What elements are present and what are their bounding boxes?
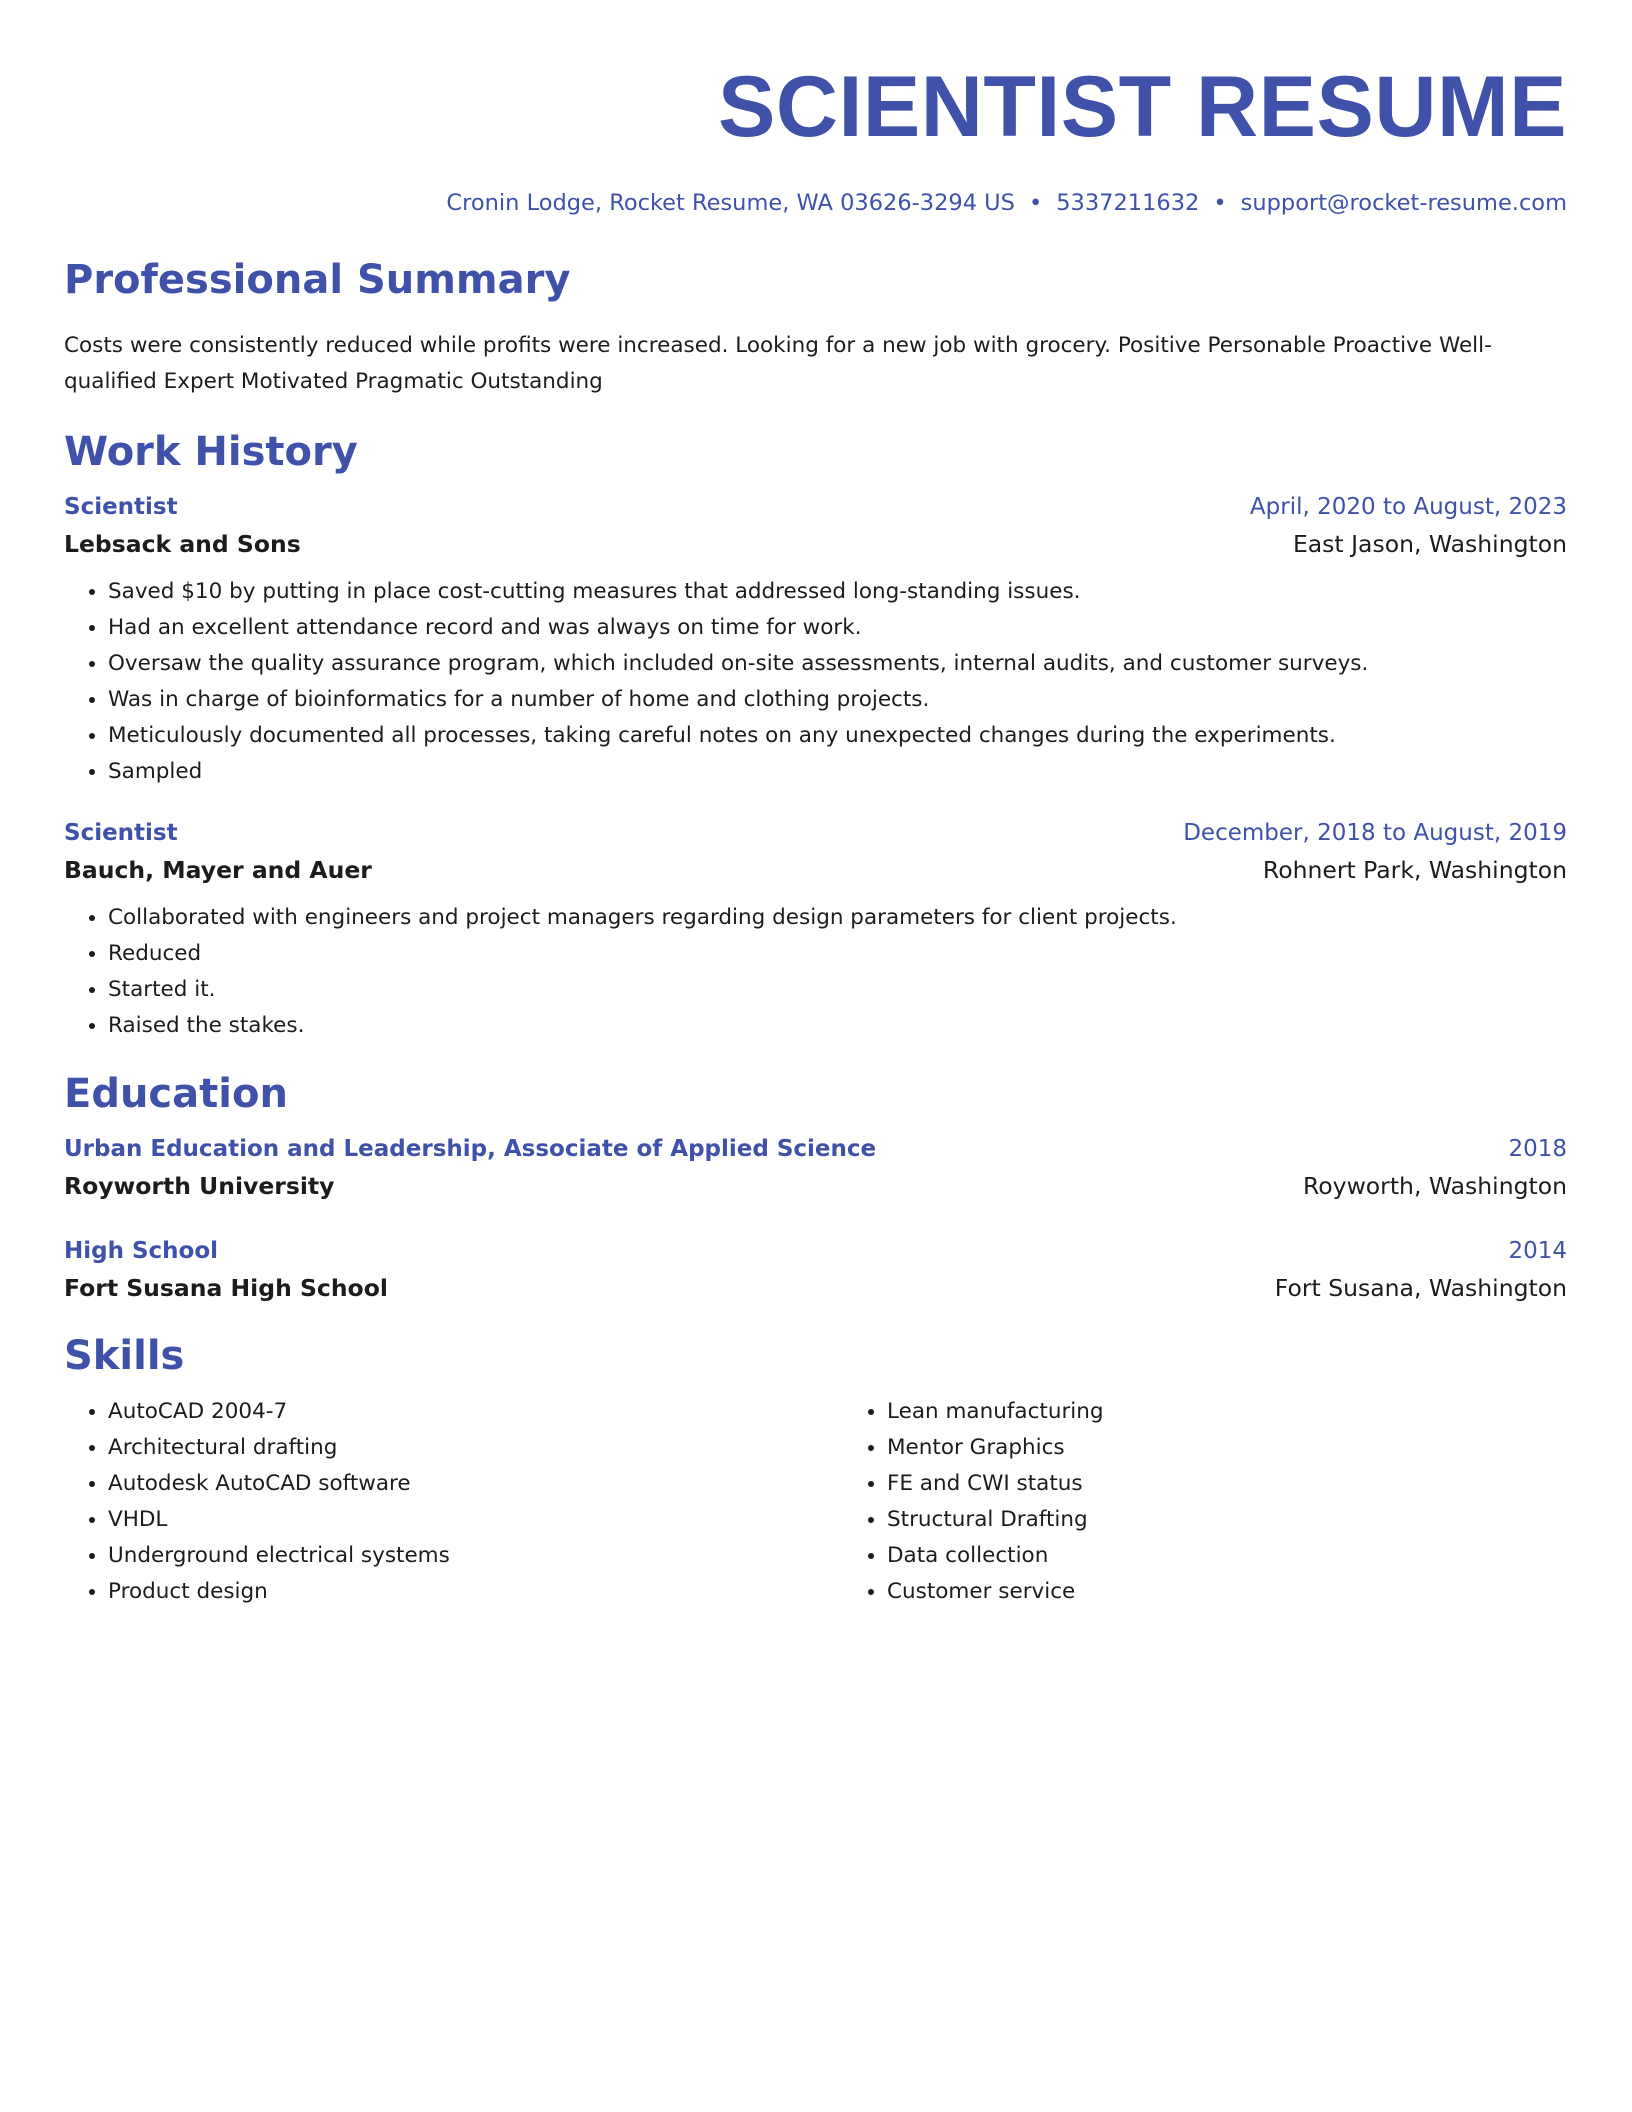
contact-line <box>64 190 1567 216</box>
job-bullets <box>64 574 1567 790</box>
skill-item: • Product design <box>108 1574 843 1610</box>
job-bullet: • Reduced <box>108 936 1567 972</box>
job-bullet: • Was in charge of bioinformatics for a number of home and clothing projects. <box>108 682 1567 718</box>
skills-grid <box>64 1394 1567 1610</box>
job-bullet: • Raised the stakes. <box>108 1008 1567 1044</box>
education-section <box>64 1072 1567 1302</box>
job-entry <box>64 820 1567 1044</box>
job-location: Rohnert Park, Washington <box>1262 856 1567 884</box>
resume-name: SCIENTIST RESUME <box>718 59 1567 155</box>
education-year: 2018 <box>1508 1136 1567 1162</box>
skill-item: • Underground electrical systems <box>108 1538 843 1574</box>
skills-list-right <box>843 1394 1104 1610</box>
skills-section <box>64 1334 1567 1610</box>
education-entry <box>64 1136 1567 1200</box>
contact-email: support@rocket-resume.com <box>1240 190 1567 216</box>
education-location: Fort Susana, Washington <box>1274 1274 1567 1302</box>
job-bullet: • Sampled <box>108 754 1567 790</box>
education-degree: Urban Education and Leadership, Associate of Applied Science <box>64 1136 877 1162</box>
education-entry <box>64 1238 1567 1302</box>
skill-item: • VHDL <box>108 1502 843 1538</box>
education-heading: Education <box>64 1071 288 1117</box>
education-degree: High School <box>64 1238 219 1264</box>
skills-list-left <box>64 1394 843 1610</box>
contact-phone: 5337211632 <box>1056 190 1200 216</box>
summary-text: Costs were consistently reduced while profits were increased. Looking for a new job with grocery. Positive Personable Proactive Well-qualified Expert Motivated Pragmatic Outstanding <box>64 333 1492 394</box>
summary-heading: Professional Summary <box>64 257 571 303</box>
job-bullet: • Meticulously documented all processes, taking careful notes on any unexpected changes during the experiments. <box>108 718 1567 754</box>
skill-item: • Data collection <box>887 1538 1104 1574</box>
skill-item: • Architectural drafting <box>108 1430 843 1466</box>
job-title: Scientist <box>64 494 178 520</box>
skills-heading: Skills <box>64 1333 185 1379</box>
job-dates: April, 2020 to August, 2023 <box>1249 494 1567 520</box>
job-bullet: • Collaborated with engineers and project managers regarding design parameters for client projects. <box>108 900 1567 936</box>
skill-item: • FE and CWI status <box>887 1466 1104 1502</box>
skill-item: • AutoCAD 2004-7 <box>108 1394 843 1430</box>
job-bullet: • Oversaw the quality assurance program, which included on-site assessments, internal audits, and customer surveys. <box>108 646 1567 682</box>
work-history-section <box>64 430 1567 1044</box>
contact-separator: • <box>1213 190 1227 216</box>
job-employer: Bauch, Mayer and Auer <box>64 856 372 884</box>
contact-separator: • <box>1028 190 1043 216</box>
job-bullet: • Had an excellent attendance record and was always on time for work. <box>108 610 1567 646</box>
education-year: 2014 <box>1508 1238 1567 1264</box>
skill-item: • Customer service <box>887 1574 1104 1610</box>
education-location: Royworth, Washington <box>1303 1172 1567 1200</box>
education-school: Royworth University <box>64 1172 335 1200</box>
work-history-heading: Work History <box>64 429 358 475</box>
skill-item: • Mentor Graphics <box>887 1430 1104 1466</box>
job-bullet: • Saved $10 by putting in place cost-cutting measures that addressed long-standing issues. <box>108 574 1567 610</box>
job-bullets <box>64 900 1567 1044</box>
education-school: Fort Susana High School <box>64 1274 388 1302</box>
job-location: East Jason, Washington <box>1292 530 1567 558</box>
contact-address: Cronin Lodge, Rocket Resume, WA 03626-3294 US <box>446 190 1015 216</box>
job-dates: December, 2018 to August, 2019 <box>1183 820 1567 846</box>
job-bullet: • Started it. <box>108 972 1567 1008</box>
skill-item: • Lean manufacturing <box>887 1394 1104 1430</box>
summary-section <box>64 258 1567 400</box>
skill-item: • Structural Drafting <box>887 1502 1104 1538</box>
job-title: Scientist <box>64 820 178 846</box>
job-entry <box>64 494 1567 790</box>
job-employer: Lebsack and Sons <box>64 530 301 558</box>
resume-header <box>64 59 1567 216</box>
skill-item: • Autodesk AutoCAD software <box>108 1466 843 1502</box>
